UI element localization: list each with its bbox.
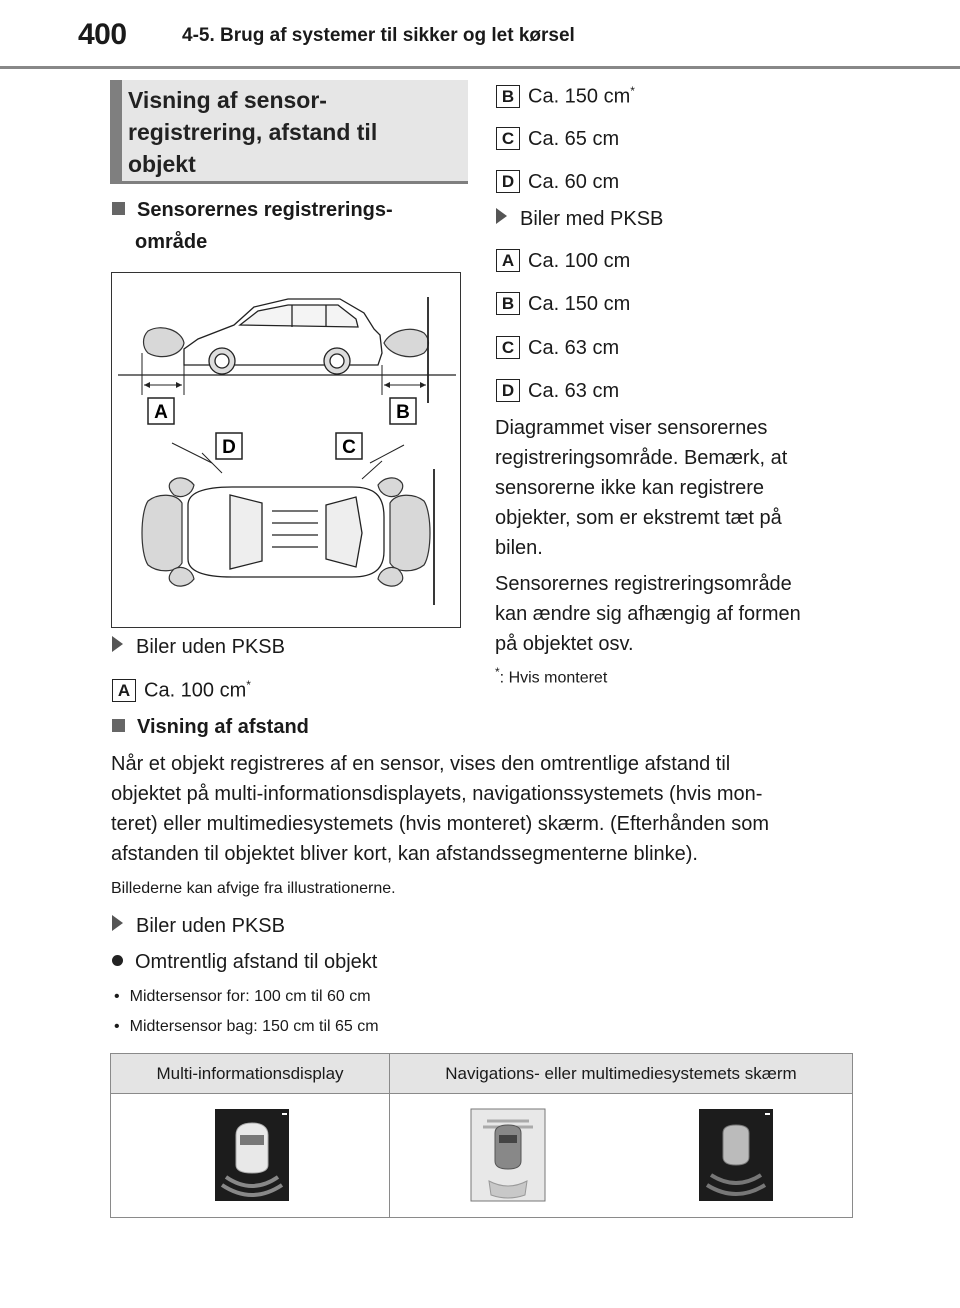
diagram-label-a: A — [154, 402, 168, 423]
para2-line: på objektet osv. — [495, 633, 634, 655]
distance-para-line: objektet på multi-informationsdisplayets, navigationssystemets (hvis mon- — [111, 783, 763, 805]
right-item-c-text: Ca. 65 cm — [528, 128, 620, 150]
triangle-bullet-icon — [112, 915, 123, 931]
diagram-label-b: B — [396, 402, 410, 423]
para1-line: Diagrammet viser sensorernes — [495, 417, 768, 439]
triangle-bullet-icon — [112, 636, 123, 652]
pksb-heading-text: Biler med PKSB — [520, 208, 664, 230]
distance-heading — [112, 711, 309, 743]
pksb-item-d — [496, 379, 619, 403]
distance-paragraph — [111, 749, 769, 869]
pksb-item-c-text: Ca. 63 cm — [528, 337, 620, 359]
square-bullet-icon — [112, 202, 125, 215]
label-box-a: A — [112, 679, 136, 702]
car-top-view — [188, 487, 384, 577]
approx-distance-text: Omtrentlig afstand til objekt — [135, 951, 378, 973]
diagram-label-c: C — [342, 437, 356, 458]
left-item-a-text: Ca. 100 cm — [144, 679, 247, 702]
bullet-front-sensor: • Midtersensor for: 100 cm til 60 cm — [114, 988, 371, 1005]
dot-bullet-icon — [112, 955, 123, 966]
footnote-text: : Hvis monteret — [499, 669, 608, 687]
section-title-line-3: objekt — [128, 151, 196, 177]
page-number: 400 — [78, 18, 127, 51]
para1-line: objekter, som er ekstremt tæt på — [495, 507, 782, 529]
navigation-display-cell — [390, 1094, 853, 1218]
distance-para-line: Når et objekt registreres af en sensor, vises den omtrentlige afstand til — [111, 753, 731, 775]
chapter-title: 4-5. Brug af systemer til sikker og let kørsel — [182, 25, 575, 46]
footnote — [495, 665, 607, 687]
navigation-display-images — [391, 1095, 851, 1211]
display-table — [110, 1053, 853, 1218]
range-description-paragraph — [495, 413, 787, 563]
bullet-front-sensor-text: Midtersensor for: 100 cm til 60 cm — [129, 988, 371, 1005]
front-sensor-range-shape — [144, 328, 185, 357]
para1-line: bilen. — [495, 537, 543, 559]
pksb-item-c — [496, 336, 619, 360]
pksb-item-d-text: Ca. 63 cm — [528, 380, 620, 402]
approx-distance-item — [112, 951, 377, 974]
left-no-pksb-heading-text: Biler uden PKSB — [136, 636, 285, 658]
label-box-d: D — [496, 170, 520, 193]
multi-info-display-cell — [111, 1094, 390, 1218]
right-item-d-no-pksb — [496, 170, 619, 194]
para2-line: Sensorernes registreringsområde — [495, 573, 792, 595]
label-box-a: A — [496, 249, 520, 272]
pksb-item-a-text: Ca. 100 cm — [528, 250, 631, 272]
illustration-note: Billederne kan afvige fra illustrationerne. — [111, 880, 396, 897]
label-box-b: B — [496, 85, 520, 108]
right-item-b-sup: * — [630, 84, 635, 98]
para1-line: registreringsområde. Bemærk, at — [495, 447, 788, 469]
triangle-bullet-icon — [496, 208, 507, 224]
section-title-box — [110, 80, 468, 184]
distance-heading-text: Visning af afstand — [137, 716, 309, 738]
table-header-navigation: Navigations- eller multimediesystemets skærm — [390, 1054, 853, 1094]
label-box-d: D — [496, 379, 520, 402]
left-item-a-sup: * — [246, 678, 251, 692]
table-header-multi-info: Multi-informationsdisplay — [111, 1054, 390, 1094]
pksb-item-b-text: Ca. 150 cm — [528, 293, 631, 315]
label-box-c: C — [496, 336, 520, 359]
bullet-rear-sensor-text: Midtersensor bag: 150 cm til 65 cm — [129, 1018, 379, 1035]
section-title-line-2: registrering, afstand til — [128, 119, 378, 145]
left-no-pksb-heading — [112, 636, 285, 659]
multi-info-display-image — [112, 1095, 388, 1211]
diagram-label-d: D — [222, 437, 236, 458]
rear-sensor-range-shape — [384, 329, 429, 356]
header-divider — [0, 66, 960, 69]
distance-no-pksb-heading — [112, 915, 285, 938]
car-side-view — [184, 299, 382, 374]
range-heading-line-2: område — [135, 231, 208, 253]
right-item-b-no-pksb — [496, 84, 635, 109]
sensor-range-illustration — [112, 273, 462, 629]
sensor-range-diagram — [111, 272, 461, 628]
distance-para-line: teret) eller multimediesystemets (hvis monteret) skærm. (Efterhånden som — [111, 813, 769, 835]
right-item-b-text: Ca. 150 cm — [528, 85, 631, 108]
range-heading — [112, 194, 393, 258]
left-item-a — [112, 678, 251, 703]
label-box-b: B — [496, 292, 520, 315]
footnote-mark: * — [495, 665, 500, 679]
square-bullet-icon — [112, 719, 125, 732]
distance-no-pksb-text: Biler uden PKSB — [136, 915, 285, 937]
right-item-c-no-pksb — [496, 127, 619, 151]
bullet-rear-sensor: • Midtersensor bag: 150 cm til 65 cm — [114, 1018, 379, 1035]
right-item-d-text: Ca. 60 cm — [528, 171, 620, 193]
pksb-item-b — [496, 292, 630, 316]
pksb-item-a — [496, 249, 630, 273]
para2-line: kan ændre sig afhængig af formen — [495, 603, 801, 625]
section-title-line-1: Visning af sensor- — [128, 87, 327, 113]
range-variation-paragraph — [495, 569, 801, 659]
label-box-c: C — [496, 127, 520, 150]
distance-para-line: afstanden til objektet bliver kort, kan afstandssegmenterne blinke). — [111, 843, 698, 865]
range-heading-line-1: Sensorernes registrerings- — [137, 199, 393, 221]
para1-line: sensorerne ikke kan registrere — [495, 477, 765, 499]
pksb-heading — [496, 208, 663, 231]
